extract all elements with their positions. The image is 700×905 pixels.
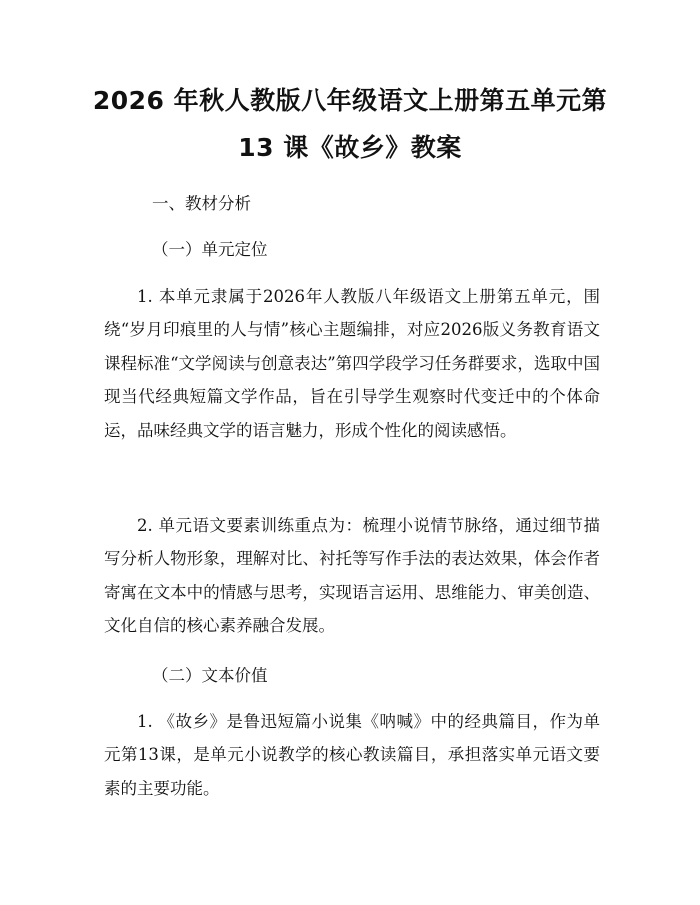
- document-title-line-1: 2026 年秋人教版八年级语文上册第五单元第: [92, 86, 608, 115]
- subsection-heading-text-value: （二）文本价值: [152, 666, 268, 685]
- paragraph-text-value-1: 1. 《故乡》是鲁迅短篇小说集《呐喊》中的经典篇目，作为单元第13课，是单元小说教学的核心教读篇目，承担落实单元语文要素的主要功能。: [104, 712, 600, 798]
- subsection-heading-unit-positioning: （一）单元定位: [152, 240, 268, 259]
- section-heading-textbook-analysis: 一、教材分析: [152, 194, 251, 213]
- document-title-line-2: 13 课《故乡》教案: [238, 133, 462, 162]
- paragraph-unit-positioning-2: 2. 单元语文要素训练重点为：梳理小说情节脉络，通过细节描写分析人物形象，理解对比、衬托等写作手法的表达效果，体会作者寄寓在文本中的情感与思考，实现语言运用、思维能力、审美创造、文化自信的核心素养融合发展。: [104, 516, 600, 636]
- paragraph-unit-positioning-1: 1. 本单元隶属于2026年人教版八年级语文上册第五单元，围绕“岁月印痕里的人与情”核心主题编排，对应2026版义务教育语文课程标准“文学阅读与创意表达”第四学段学习任务群要求，选取中国现当代经典短篇文学作品，旨在引导学生观察时代变迁中的个体命运，品味经典文学的语言魅力，形成个性化的阅读感悟。: [104, 287, 600, 440]
